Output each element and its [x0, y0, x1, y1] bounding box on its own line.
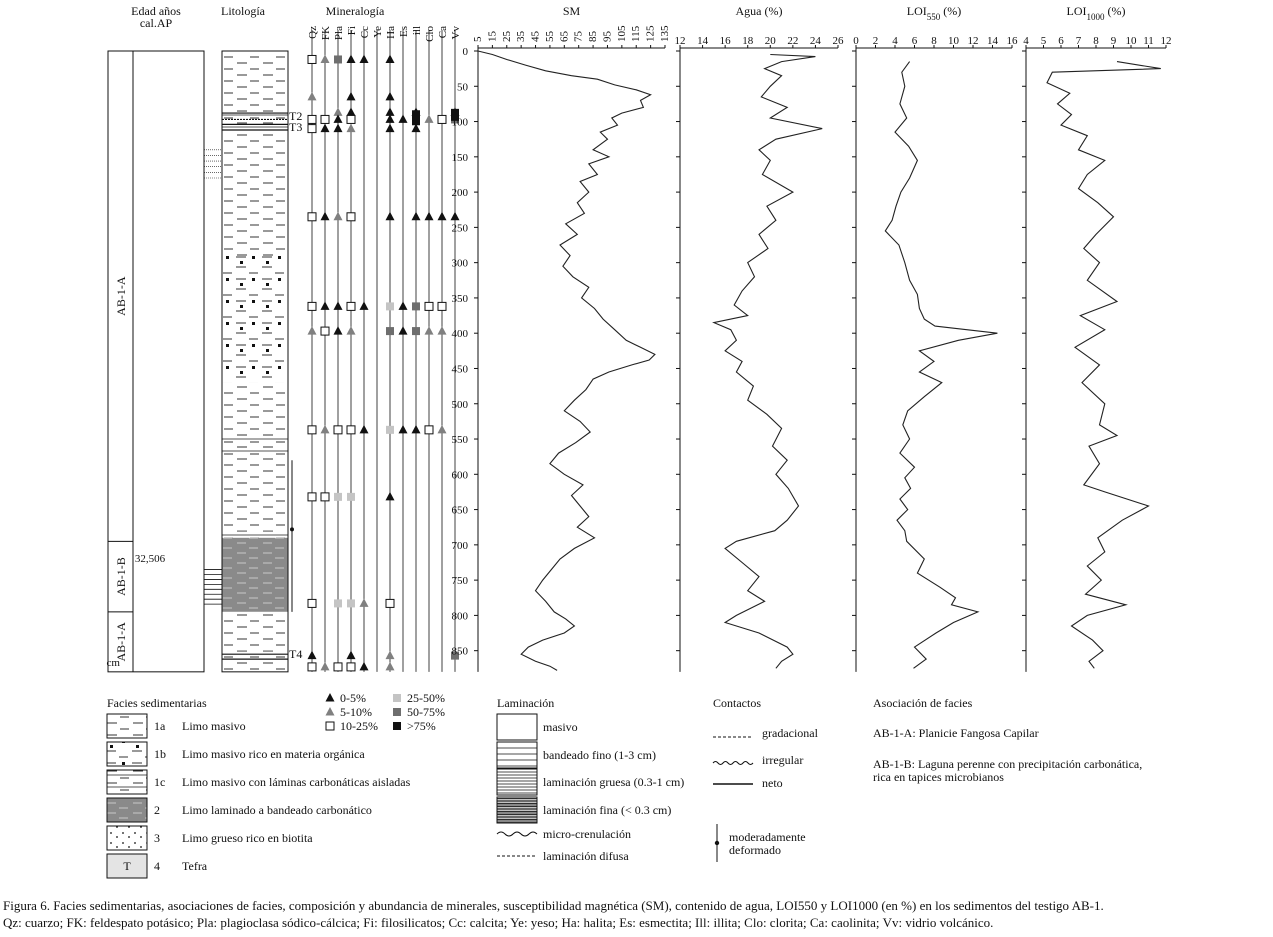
depth-tick-label: 350	[451, 292, 468, 305]
x-tick-label: 4	[1023, 35, 1029, 47]
litho-organic	[222, 256, 288, 383]
x-tick-label: 4	[892, 35, 898, 47]
x-tick-label: 135	[659, 25, 671, 42]
x-tick-label: 15	[486, 31, 499, 42]
legend-contactos-label: irregular	[762, 753, 804, 767]
mineral-mark-Cc	[360, 301, 369, 310]
legend-deformado-label: moderadamente	[729, 830, 806, 844]
legend-contactos-label: gradacional	[762, 726, 818, 740]
chart-title: Agua (%)	[735, 4, 783, 18]
litho-massive	[222, 132, 288, 255]
legend-irregular-line	[713, 762, 753, 765]
x-tick-label: 26	[832, 35, 844, 47]
x-tick-label: 35	[515, 31, 528, 42]
mineral-mark-Ha	[386, 662, 395, 671]
mineral-mark-Fi	[347, 92, 356, 101]
legend-facies-label: Limo grueso rico en biotita	[182, 831, 313, 845]
mineral-mark-Fi	[347, 493, 355, 501]
mineral-mark-Cc	[360, 425, 369, 434]
depth-tick-label: 0	[462, 46, 468, 58]
legend-facies-swatch	[107, 826, 147, 850]
edad-header-sub: cal.AP	[139, 16, 173, 30]
depth-tick-labels	[452, 46, 469, 658]
unit-label: AB-1-B	[114, 557, 128, 596]
depth-tick-label: 700	[451, 539, 468, 552]
mineral-mark-Pla	[334, 212, 343, 221]
x-tick-label: 22	[787, 35, 799, 47]
mineral-mark-FK	[321, 493, 329, 501]
mineral-mark-Fi	[347, 213, 355, 221]
mineral-mark-Cc	[360, 662, 369, 671]
legend-facies-swatch	[107, 770, 147, 794]
mineral-mark-FK	[321, 662, 330, 671]
x-tick-label: 10	[1125, 35, 1137, 47]
legend-abundance-symbol	[393, 722, 401, 730]
mineral-mark-ill	[412, 302, 420, 310]
depth-tick-label: 850	[451, 645, 468, 658]
mineral-mark-Ca	[438, 115, 446, 123]
mineral-code-Cc: Cc	[359, 26, 371, 39]
mineral-code-Clo: Clo	[424, 26, 436, 42]
mineral-code-Qz: Qz	[307, 26, 319, 39]
legend-facies-label: Limo masivo rico en materia orgánica	[182, 747, 365, 761]
series-line-LOI550	[885, 62, 997, 669]
legend-contactos-title: Contactos	[713, 696, 761, 710]
mineral-mark-Vv	[451, 212, 460, 221]
legend-facies-label: Limo masivo con láminas carbonáticas aisladas	[182, 775, 411, 789]
mineral-code-FK: FK	[320, 26, 332, 41]
x-tick-label: 11	[1143, 35, 1154, 47]
legend-laminacion	[497, 696, 684, 863]
series-line-Agua	[714, 55, 822, 669]
legend-abundance	[326, 691, 446, 733]
charts	[452, 4, 1172, 672]
depth-tick-label: 150	[451, 151, 468, 164]
mineral-mark-Qz	[308, 663, 316, 671]
mineral-mark-Qz	[308, 55, 316, 63]
legend-facies-swatch	[107, 714, 147, 738]
legend-contactos-label: neto	[762, 776, 783, 790]
legend-facies-code: 3	[154, 831, 160, 845]
depth-tick-label: 500	[451, 398, 468, 411]
mineral-code-Ha: Ha	[385, 26, 397, 39]
mineral-mark-Qz	[308, 115, 316, 123]
age-label: 32,506	[134, 553, 166, 565]
depth-tick-label: 50	[457, 81, 468, 94]
x-tick-label: 8	[1093, 35, 1099, 47]
x-tick-label: 95	[601, 31, 614, 42]
chart-panel	[675, 4, 845, 672]
litho-massive	[222, 460, 288, 531]
chart-panel	[852, 4, 1018, 672]
x-tick-label: 7	[1075, 35, 1082, 47]
legend-lam-swatch	[497, 714, 537, 740]
mineral-mark-Fi	[347, 651, 356, 660]
mineral-mark-Ha	[386, 492, 395, 501]
mineral-mark-FK	[321, 425, 330, 434]
x-tick-label: 14	[697, 35, 709, 47]
legend-deformado-label: deformado	[729, 843, 781, 857]
mineral-mark-Ha	[386, 426, 394, 434]
legend-facies-symbol: T	[123, 859, 131, 873]
legend-facies-code: 1b	[154, 747, 166, 761]
legend-facies-label: Tefra	[182, 859, 208, 873]
x-tick-label: 16	[1006, 35, 1018, 47]
facies-association-column	[108, 51, 222, 672]
mineral-mark-Pla	[334, 55, 342, 63]
mineral-mark-Ha	[386, 327, 394, 335]
legend-facies-title: Facies sedimentarias	[107, 696, 207, 710]
legend-abundance-label: 25-50%	[407, 691, 445, 705]
mineral-mark-Qz	[308, 493, 316, 501]
mineral-mark-ill	[412, 425, 421, 434]
x-tick-label: 2	[872, 35, 879, 47]
mineral-mark-FK	[321, 301, 330, 310]
mineral-mark-Qz	[308, 326, 317, 335]
legend-lam-label: laminación fina (< 0.3 cm)	[543, 803, 672, 817]
mineral-mark-Qz	[308, 213, 316, 221]
legend-abundance-label: >75%	[407, 719, 436, 733]
depth-tick-label: 450	[451, 363, 468, 376]
tephra-label-T2: T2	[289, 108, 303, 123]
x-tick-label: 8	[931, 35, 937, 47]
x-tick-label: 45	[529, 31, 542, 42]
legend-asociacion-title: Asociación de facies	[873, 696, 973, 710]
x-tick-label: 5	[472, 36, 484, 42]
mineral-mark-Clo	[425, 326, 434, 335]
mineral-mark-Pla	[334, 426, 342, 434]
mineral-mark-Ha	[386, 124, 395, 132]
litho-carbonate-laminae	[222, 531, 288, 538]
mineral-code-headers	[307, 26, 462, 42]
legend-contactos	[713, 696, 819, 862]
mineral-code-Ca: Ca	[437, 26, 449, 39]
mineral-mark-Ha	[386, 212, 395, 221]
column-headers	[131, 4, 462, 42]
mineral-mark-Fi	[347, 599, 355, 607]
legend-asociacion-item: AB-1-B: Laguna perenne con precipitación carbonática,	[873, 757, 1143, 771]
depth-tick-label: 650	[451, 504, 468, 517]
chart-title: $LOI_{550}$ (%)	[906, 4, 962, 22]
mineral-mark-Fi	[347, 54, 356, 63]
mineral-mark-Qz	[308, 92, 317, 101]
mineral-mark-Ca	[438, 302, 446, 310]
litho-laminated-carbonate	[222, 538, 288, 612]
litho-massive	[222, 383, 288, 436]
x-tick-label: 125	[644, 25, 657, 42]
mineral-code-Es: Es	[398, 26, 410, 37]
depth-tick-label: 200	[451, 187, 468, 200]
caption-line-2: Qz: cuarzo; FK: feldespato potásico; Pla: plagioclasa sódico-cálcica; Fi: filosilicatos; Cc: calcita; Ye: yeso; Ha: halita; Es: esmectita; Ill: illita; Clo: clorita; Ca: caolinita; Vv: vidrio volcánico.	[3, 915, 994, 930]
tephra-label-T3: T3	[289, 120, 303, 135]
mineral-mark-Pla	[334, 326, 343, 335]
litho-massive	[222, 51, 288, 111]
x-tick-label: 0	[853, 35, 859, 47]
legend-facies-code: 1a	[154, 719, 166, 733]
unit-label: AB-1-A	[114, 276, 128, 316]
legend-facies-label: Limo laminado a bandeado carbonático	[182, 803, 372, 817]
x-tick-label: 10	[948, 35, 959, 47]
mineralogy-grid	[308, 30, 460, 672]
x-tick-label: 9	[1110, 35, 1117, 47]
legend-lam-label: masivo	[543, 720, 578, 734]
litologia-header: Litología	[221, 4, 265, 18]
mineral-code-Vv: Vv	[450, 26, 462, 40]
legend-crenulation-line	[497, 832, 537, 836]
litho-massive	[222, 612, 288, 651]
depth-unit-label: cm	[106, 656, 120, 669]
legend-lam-swatch	[497, 742, 537, 768]
mineral-mark-Fi	[347, 663, 355, 671]
mineral-mark-Clo	[425, 426, 433, 434]
legend-abundance-symbol	[326, 693, 335, 702]
litho-carbonate-laminae	[222, 111, 288, 132]
x-tick-label: 115	[630, 25, 643, 42]
mineral-mark-ill	[412, 327, 420, 335]
mineral-mark-ill	[412, 212, 421, 221]
figure-caption	[3, 897, 1271, 931]
mineral-mark-Ca	[438, 326, 447, 335]
mineral-mark-ill	[412, 110, 420, 125]
depth-tick-label: 550	[451, 434, 468, 447]
legend-asociacion	[873, 696, 1142, 784]
edad-header: Edad años	[131, 4, 181, 18]
chart-panel	[472, 4, 671, 672]
mineral-mark-Ha	[386, 92, 395, 101]
mineral-mark-Pla	[334, 493, 342, 501]
x-tick-label: 5	[1040, 35, 1047, 47]
mineral-mark-FK	[321, 212, 330, 221]
series-line-SM	[478, 51, 655, 670]
mineral-code-Ye: Ye	[372, 26, 384, 38]
x-tick-label: 75	[572, 31, 585, 42]
legend-lam-label: laminación difusa	[543, 849, 629, 863]
mineral-mark-Es	[399, 114, 408, 123]
x-tick-label: 105	[615, 25, 628, 42]
x-tick-label: 12	[967, 35, 979, 47]
legend-abundance-label: 5-10%	[340, 705, 372, 719]
legend-facies-swatch	[107, 742, 147, 766]
mineral-mark-FK	[321, 124, 330, 132]
mineral-mark-Clo	[425, 212, 434, 221]
x-tick-label: 14	[987, 35, 998, 47]
legend-lam-title: Laminación	[497, 696, 555, 710]
series-line-LOI1000	[1047, 62, 1161, 669]
mineral-mark-Pla	[334, 124, 343, 132]
mineral-mark-Es	[399, 425, 408, 434]
legend-lam-label: bandeado fino (1-3 cm)	[543, 748, 656, 762]
legend-abundance-label: 50-75%	[407, 705, 445, 719]
mineral-mark-Ha	[386, 599, 394, 607]
legend-facies-code: 4	[154, 859, 160, 873]
depth-tick-label: 750	[451, 575, 468, 588]
mineral-mark-Pla	[334, 301, 343, 310]
x-tick-label: 55	[543, 31, 556, 42]
mineralogia-header: Mineralogía	[325, 4, 385, 18]
x-tick-label: 12	[1160, 35, 1172, 47]
tephra-label-T4: T4	[289, 647, 303, 662]
legend-facies-label: Limo masivo	[182, 719, 246, 733]
depth-tick-label: 800	[451, 610, 468, 623]
legend-abundance-label: 10-25%	[340, 719, 378, 733]
mineral-mark-Clo	[425, 114, 434, 123]
chart-panel	[1022, 4, 1172, 672]
legend-asociacion-item: rica en tapices microbianos	[873, 770, 1004, 784]
x-tick-label: 12	[674, 35, 686, 47]
mineral-mark-Cc	[360, 598, 369, 607]
mineral-mark-Clo	[425, 302, 433, 310]
mineral-mark-Qz	[308, 302, 316, 310]
legend-facies-swatch	[107, 798, 147, 822]
legend-lam-label: micro-crenulación	[543, 827, 631, 841]
depth-tick-label: 300	[451, 257, 468, 270]
x-tick-label: 65	[558, 31, 571, 42]
mineral-mark-Fi	[347, 426, 355, 434]
legend-lam-label: laminación gruesa (0.3-1 cm)	[543, 775, 685, 789]
legend-abundance-symbol	[326, 707, 335, 716]
chart-title: $LOI_{1000}$ (%)	[1066, 4, 1126, 22]
depth-tick-label: 400	[451, 328, 468, 341]
x-tick-label: 24	[809, 35, 821, 47]
legend-asociacion-item: AB-1-A: Planicie Fangosa Capilar	[873, 726, 1039, 740]
mineral-mark-FK	[321, 327, 329, 335]
caption-line-1: Figura 6. Facies sedimentarias, asociaciones de facies, composición y abundancia de minerales, susceptibilidad magnética (SM), contenido de agua, LOI550 y LOI1000 (en %) en los sedimentos del testigo AB-1.	[3, 898, 1104, 913]
mineral-mark-Ha	[386, 302, 394, 310]
x-tick-label: 18	[742, 35, 754, 47]
mineral-mark-Fi	[347, 302, 355, 310]
depth-tick-label: 250	[451, 222, 468, 235]
mineral-mark-Ha	[386, 651, 395, 660]
x-tick-label: 16	[719, 35, 731, 47]
chart-title: SM	[562, 4, 581, 18]
x-tick-label: 20	[764, 35, 776, 47]
mineral-code-ill: ill	[411, 26, 423, 36]
mineral-mark-Ca	[438, 425, 447, 434]
legend-abundance-symbol	[393, 708, 401, 716]
deformed-interval-dot	[290, 527, 294, 531]
unit-label: AB-1-A	[114, 622, 128, 662]
legend-abundance-label: 0-5%	[340, 691, 366, 705]
mineral-mark-Qz	[308, 125, 316, 133]
x-tick-label: 6	[1058, 35, 1064, 47]
mineral-mark-Pla	[334, 599, 342, 607]
legend-lam-swatch	[497, 769, 537, 795]
mineral-mark-Es	[399, 301, 408, 310]
legend-abundance-symbol	[393, 694, 401, 702]
x-tick-label: 6	[911, 35, 918, 47]
x-tick-label: 25	[500, 31, 513, 42]
mineral-code-Pla: Pla	[333, 26, 345, 41]
depth-tick-label: 100	[451, 116, 468, 129]
mineral-mark-Qz	[308, 599, 316, 607]
legend-facies-code: 1c	[154, 775, 166, 789]
legend-abundance-symbol	[326, 722, 334, 730]
depth-tick-label: 600	[451, 469, 468, 482]
mineral-mark-Ca	[438, 212, 447, 221]
mineral-mark-Cc	[360, 54, 369, 63]
legend-facies-code: 2	[154, 803, 160, 817]
mineral-mark-Es	[399, 326, 408, 335]
mineral-mark-Fi	[347, 107, 356, 116]
x-tick-label: 85	[587, 31, 600, 42]
litho-carbonate-laminae	[222, 435, 288, 460]
mineral-mark-Qz	[308, 651, 317, 660]
mineral-mark-FK	[321, 115, 329, 123]
mineral-mark-FK	[321, 54, 330, 63]
mineral-mark-Pla	[334, 663, 342, 671]
mineral-mark-Qz	[308, 426, 316, 434]
mineral-mark-Fi	[347, 115, 355, 123]
mineral-mark-Ha	[386, 54, 395, 63]
legend-deformado-dot	[715, 841, 719, 845]
mineral-mark-Fi	[347, 326, 356, 335]
mineral-code-Fi: Fi	[346, 26, 358, 36]
mineral-mark-Fi	[347, 124, 356, 132]
